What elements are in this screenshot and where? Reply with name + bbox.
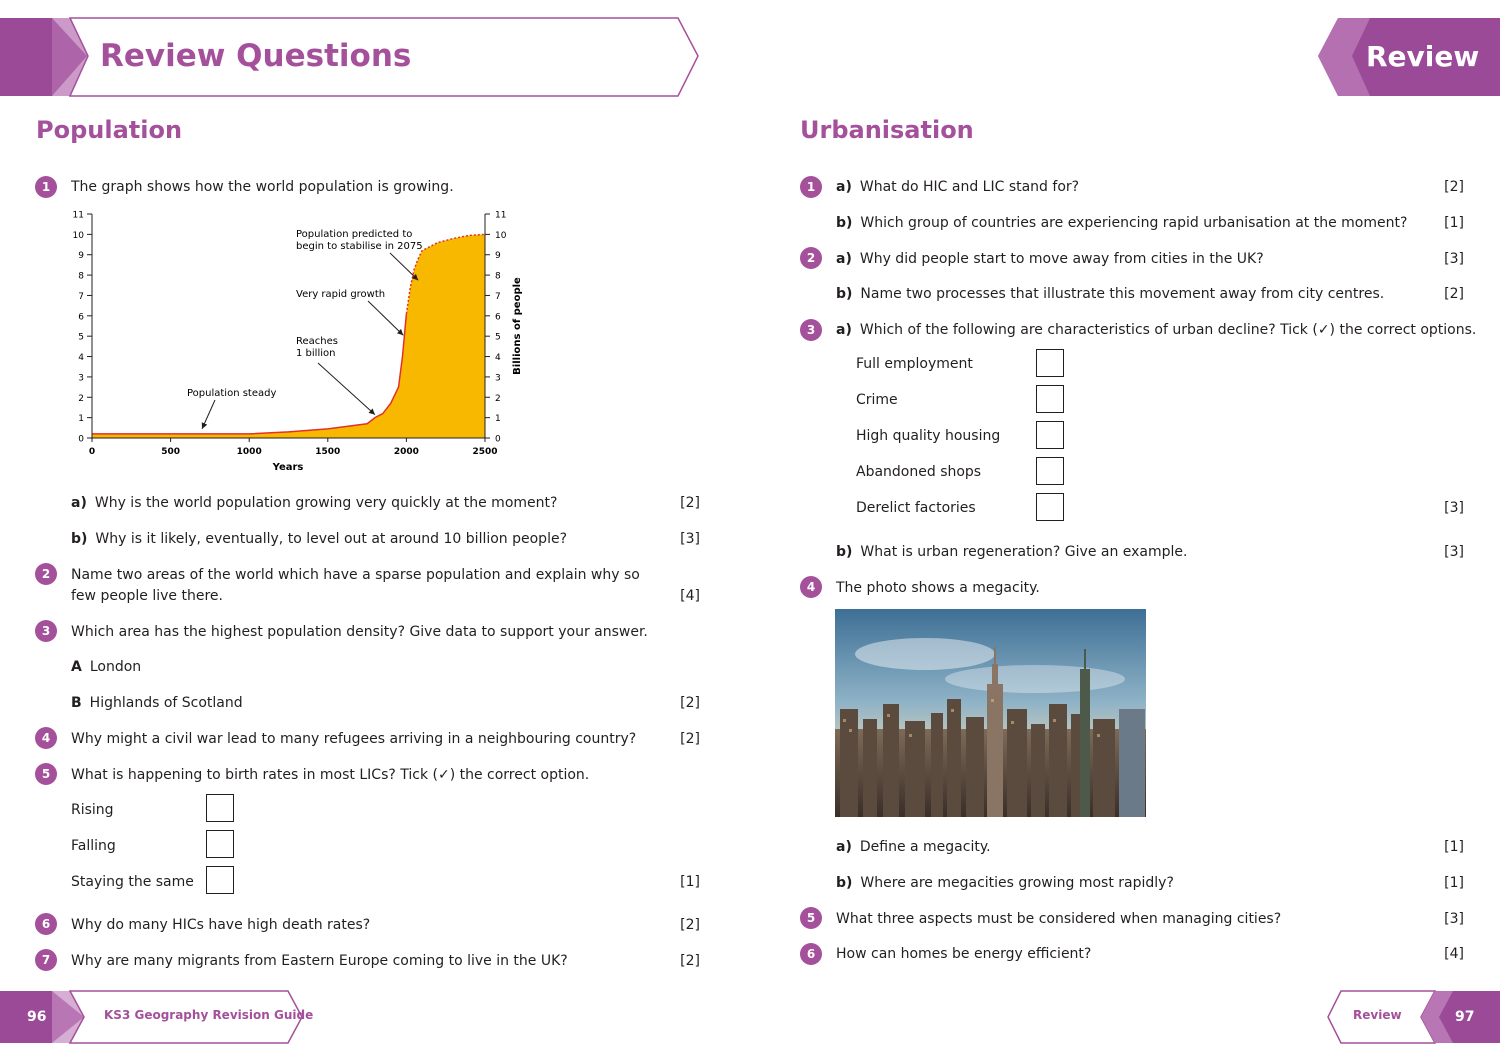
question-6-marks: [2] — [680, 917, 700, 933]
annotation-text: Reaches — [296, 336, 338, 347]
y-tick-label-right: 2 — [495, 393, 501, 404]
urban-question-3a: a) Which of the following are characteristics of urban decline? Tick (✓) the correct options. — [836, 322, 1477, 338]
urban-question-2b: b) Name two processes that illustrate this movement away from city centres. — [836, 286, 1385, 302]
y-tick-label-left: 11 — [72, 210, 84, 221]
checkbox-derelict-factories[interactable] — [1036, 493, 1064, 521]
y-tick-label-right: 10 — [495, 230, 507, 241]
urban-question-number-6: 6 — [800, 943, 822, 965]
y-tick-label-right: 3 — [495, 373, 501, 384]
option-crime-label: Crime — [856, 392, 898, 408]
x-axis-label: Years — [272, 462, 304, 473]
x-tick-label: 1500 — [315, 447, 341, 457]
x-tick-label: 2000 — [393, 447, 419, 457]
urban-question-4b-marks: [1] — [1444, 875, 1464, 891]
checkbox-high-quality-housing[interactable] — [1036, 421, 1064, 449]
question-number-2: 2 — [35, 563, 57, 585]
annotation-text: 1 billion — [296, 348, 336, 359]
checkbox-abandoned-shops[interactable] — [1036, 457, 1064, 485]
question-1-text: The graph shows how the world population is growing. — [71, 179, 454, 195]
checkbox-crime[interactable] — [1036, 385, 1064, 413]
question-number-5: 5 — [35, 763, 57, 785]
x-tick-label: 1000 — [236, 447, 262, 457]
question-3-option-b: B Highlands of Scotland — [71, 695, 243, 711]
question-7-marks: [2] — [680, 953, 700, 969]
question-number-4: 4 — [35, 727, 57, 749]
option-high-quality-housing-label: High quality housing — [856, 428, 1001, 444]
question-3-text: Which area has the highest population density? Give data to support your answer. — [71, 624, 648, 640]
y-tick-label-left: 4 — [78, 353, 84, 364]
urban-question-2a-marks: [3] — [1444, 251, 1464, 267]
urban-question-6-text: How can homes be energy efficient? — [836, 946, 1092, 962]
annotation-text: Population steady — [187, 388, 277, 399]
y-tick-label-right: 5 — [495, 332, 501, 343]
option-staying-same-label: Staying the same — [71, 874, 194, 890]
urban-question-5-text: What three aspects must be considered when managing cities? — [836, 911, 1282, 927]
x-tick-label: 2500 — [472, 447, 498, 457]
checkbox-full-employment[interactable] — [1036, 349, 1064, 377]
y-tick-label-left: 9 — [78, 251, 84, 262]
annotations — [187, 229, 423, 429]
checkbox-staying-same[interactable] — [206, 866, 234, 894]
urban-question-2b-marks: [2] — [1444, 286, 1464, 302]
y-tick-label-right: 7 — [495, 291, 501, 302]
y-tick-label-right: 4 — [495, 353, 501, 364]
urban-question-number-3: 3 — [800, 319, 822, 341]
y-axis-left-ticks — [73, 211, 92, 445]
megacity-photo — [835, 609, 1146, 817]
question-5-marks: [1] — [680, 874, 700, 890]
annotation-arrow — [318, 363, 375, 415]
option-falling-label: Falling — [71, 838, 116, 854]
question-1a-marks: [2] — [680, 495, 700, 511]
annotation-arrow — [202, 400, 215, 429]
urban-question-6-marks: [4] — [1444, 946, 1464, 962]
section-title-population: Population — [36, 116, 183, 144]
y-tick-label-right: 8 — [495, 271, 501, 282]
y-tick-label-left: 1 — [78, 414, 84, 425]
question-number-7: 7 — [35, 949, 57, 971]
x-axis-ticks — [89, 438, 498, 457]
y-axis-label: Billions of people — [512, 277, 523, 375]
urban-question-number-4: 4 — [800, 576, 822, 598]
urban-question-5-marks: [3] — [1444, 911, 1464, 927]
question-1b-marks: [3] — [680, 531, 700, 547]
population-chart — [60, 200, 540, 480]
option-full-employment-label: Full employment — [856, 356, 973, 372]
y-tick-label-left: 5 — [78, 332, 84, 343]
x-tick-label: 500 — [161, 447, 180, 457]
question-1b: b) Why is it likely, eventually, to level out at around 10 billion people? — [71, 531, 568, 547]
question-number-1: 1 — [35, 176, 57, 198]
urban-question-2a: a) Why did people start to move away from cities in the UK? — [836, 251, 1264, 267]
annotation-text: Population predicted to — [296, 229, 413, 240]
book-title: KS3 Geography Revision Guide — [104, 1008, 314, 1022]
section-title-urbanisation: Urbanisation — [800, 116, 974, 144]
option-derelict-factories-label: Derelict factories — [856, 500, 976, 516]
page-number-left: 96 — [27, 1009, 47, 1025]
urban-question-number-5: 5 — [800, 907, 822, 929]
question-4-marks: [2] — [680, 731, 700, 747]
y-tick-label-right: 11 — [495, 210, 507, 221]
y-tick-label-left: 6 — [78, 312, 84, 323]
urban-question-4-text: The photo shows a megacity. — [836, 580, 1040, 596]
checkbox-rising[interactable] — [206, 794, 234, 822]
urban-question-number-1: 1 — [800, 176, 822, 198]
urban-question-3b-marks: [3] — [1444, 544, 1464, 560]
y-tick-label-left: 2 — [78, 393, 84, 404]
question-5-text: What is happening to birth rates in most LICs? Tick (✓) the correct option. — [71, 767, 590, 783]
urban-question-1a-marks: [2] — [1444, 179, 1464, 195]
page-title: Review Questions — [100, 38, 412, 74]
question-3-marks: [2] — [680, 695, 700, 711]
y-axis-right-ticks — [485, 211, 507, 445]
y-tick-label-left: 8 — [78, 271, 84, 282]
question-2-line1: Name two areas of the world which have a sparse population and explain why so — [71, 567, 640, 583]
question-2-marks: [4] — [680, 588, 700, 604]
question-number-3: 3 — [35, 620, 57, 642]
question-2-line2: few people live there. — [71, 588, 223, 604]
y-tick-label-left: 3 — [78, 373, 84, 384]
population-line — [92, 314, 406, 434]
y-tick-label-left: 0 — [78, 434, 84, 445]
urban-question-number-2: 2 — [800, 247, 822, 269]
annotation-text: begin to stabilise in 2075 — [296, 241, 423, 252]
page-number-right: 97 — [1455, 1009, 1475, 1025]
urban-question-3b: b) What is urban regeneration? Give an example. — [836, 544, 1188, 560]
question-number-6: 6 — [35, 913, 57, 935]
question-7-text: Why are many migrants from Eastern Europe coming to live in the UK? — [71, 953, 568, 969]
annotation-arrow — [368, 301, 403, 335]
urban-question-4a-marks: [1] — [1444, 839, 1464, 855]
urban-question-3a-marks: [3] — [1444, 500, 1464, 516]
x-tick-label: 0 — [88, 447, 96, 457]
option-abandoned-shops-label: Abandoned shops — [856, 464, 982, 480]
urban-question-1b: b) Which group of countries are experiencing rapid urbanisation at the moment? — [836, 215, 1408, 231]
checkbox-falling[interactable] — [206, 830, 234, 858]
y-tick-label-left: 7 — [78, 291, 84, 302]
annotation-text: Very rapid growth — [296, 289, 386, 300]
annotation-arrow — [390, 253, 418, 280]
footer-review-label: Review — [1353, 1008, 1402, 1022]
urban-question-1b-marks: [1] — [1444, 215, 1464, 231]
population-area — [92, 234, 485, 438]
y-tick-label-left: 10 — [72, 230, 84, 241]
question-3-option-a: A London — [71, 659, 142, 675]
question-6-text: Why do many HICs have high death rates? — [71, 917, 371, 933]
y-tick-label-right: 0 — [495, 434, 501, 445]
urban-question-4a: a) Define a megacity. — [836, 839, 991, 855]
urban-question-4b: b) Where are megacities growing most rapidly? — [836, 875, 1174, 891]
y-tick-label-right: 6 — [495, 312, 501, 323]
question-4-text: Why might a civil war lead to many refugees arriving in a neighbouring country? — [71, 731, 637, 747]
y-tick-label-right: 9 — [495, 251, 501, 262]
question-1a: a) Why is the world population growing very quickly at the moment? — [71, 495, 558, 511]
urban-question-1a: a) What do HIC and LIC stand for? — [836, 179, 1080, 195]
review-tab-title: Review — [1366, 40, 1480, 73]
y-tick-label-right: 1 — [495, 414, 501, 425]
option-rising-label: Rising — [71, 802, 114, 818]
